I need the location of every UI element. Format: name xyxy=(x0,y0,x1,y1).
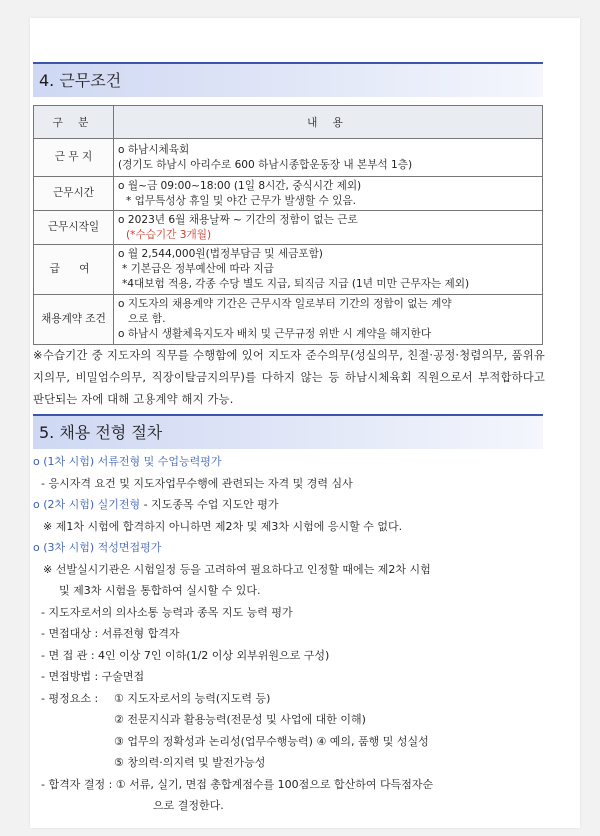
row-content xyxy=(114,177,543,211)
step1-title: o (1차 시험) 서류전형 및 수업능력평가 xyxy=(33,455,222,468)
section-4-title: 4. 근무조건 xyxy=(39,71,122,90)
interview-panel: - 면 접 관 : 4인 이상 7인 이하(1/2 이상 외부위원으로 구성) xyxy=(41,648,330,662)
criteria-row xyxy=(33,688,548,710)
step2-line xyxy=(33,494,548,516)
step3-note-line1: ※ 선발실시기관은 시험일정 등을 고려하여 필요하다고 인정할 때에는 제2차 시험 xyxy=(43,562,431,576)
interview-target: - 면접대상 : 서류전형 합격자 xyxy=(41,627,180,640)
content-line: o 하남시 생활체육지도자 배치 및 근무규정 위반 시 계약을 해지한다 xyxy=(118,328,432,340)
header-content: 내 용 xyxy=(114,106,543,139)
row-label-workplace: 근 무 지 xyxy=(34,139,114,177)
probation-note: (*수습기간 3개월) xyxy=(126,228,212,241)
step2-suffix: - 지도종목 수업 지도안 평가 xyxy=(140,498,279,511)
work-conditions-table xyxy=(33,105,543,345)
step2-title: o (2차 시험) 실기전형 xyxy=(33,498,141,511)
row-content xyxy=(114,295,543,345)
section-5-header xyxy=(33,414,543,449)
final-decision-line1: - 합격자 결정 : ① 서류, 실기, 면접 총합계점수를 100점으로 합산하여 다득점자순 xyxy=(41,777,434,791)
row-content xyxy=(114,139,543,177)
step2-note: ※ 제1차 시험에 합격하지 아니하면 제2차 및 제3차 시험에 응시할 수 없다. xyxy=(43,519,403,533)
step3-note-line2: 및 제3차 시험을 통합하여 실시할 수 있다. xyxy=(59,584,261,597)
table-header-row xyxy=(34,106,543,139)
content-line: * 기본급은 정부예산에 따라 지급 xyxy=(122,263,274,275)
section-5-title: 5. 채용 전형 절차 xyxy=(39,423,163,442)
criteria-item: ② 전문지식과 활용능력(전문성 및 사업에 대한 이해) xyxy=(114,713,366,726)
table-row xyxy=(34,245,543,295)
step1-line: - 응시자격 요건 및 지도자업무수행에 관련되는 자격 및 경력 심사 xyxy=(41,476,353,490)
content-line: *4대보험 적용, 각종 수당 별도 지급, 퇴직금 지급 (1년 미만 근무자는 제외) xyxy=(122,278,470,290)
content-line: o 2023년 6월 채용날짜 ~ 기간의 정함이 없는 근로 xyxy=(118,213,358,226)
section-4-header xyxy=(33,62,543,97)
row-content xyxy=(114,211,543,245)
interview-goal: - 지도자로서의 의사소통 능력과 종목 지도 능력 평가 xyxy=(41,605,293,619)
row-label-start-date: 근무시작일 xyxy=(34,211,114,245)
header-category: 구 분 xyxy=(34,106,114,139)
row-label-hours: 근무시간 xyxy=(34,177,114,211)
row-content xyxy=(114,245,543,295)
content-line: * 업무특성상 휴일 및 야간 근무가 발생할 수 있음. xyxy=(126,194,357,207)
criteria-item: ⑤ 창의력·의지력 및 발전가능성 xyxy=(114,756,266,769)
criteria-item: ① 지도자로서의 능력(지도력 등) xyxy=(114,691,271,705)
probation-notice: ※수습기간 중 지도자의 직무를 수행함에 있어 지도자 준수의무(성실의무, 친절·공정·청렴의무, 품위유지의무, 비밀엄수의무, 직장이탈금지의무)를 다하지 않는 등 하남시체육회 직원으로서 부적합하다고 판단되는 자에 대해 고용계약 해지 가능. xyxy=(33,349,545,406)
table-row xyxy=(34,211,543,245)
criteria-label: - 평정요소 : xyxy=(41,691,99,705)
content-line: o 월~금 09:00~18:00 (1일 8시간, 중식시간 제외) xyxy=(118,179,362,192)
selection-procedure xyxy=(33,451,548,817)
table-row xyxy=(34,295,543,345)
table-row xyxy=(34,139,543,177)
row-label-contract: 채용계약 조건 xyxy=(34,295,114,345)
interview-method: - 면접방법 : 구술면접 xyxy=(41,670,145,683)
step3-title: o (3차 시험) 적성면접평가 xyxy=(33,541,162,554)
row-label-salary: 급 여 xyxy=(34,245,114,295)
final-decision-line2: 으로 결정한다. xyxy=(153,799,224,812)
table-row xyxy=(34,177,543,211)
criteria-item: ③ 업무의 정확성과 논리성(업무수행능력) ④ 예의, 품행 및 성실성 xyxy=(114,734,429,748)
content-line: o 월 2,544,000원(법정부담금 및 세금포함) xyxy=(118,248,323,260)
content-line: 으로 함. xyxy=(128,313,166,325)
content-line: o 지도자의 채용계약 기간은 근무시작 일로부터 기간의 정함이 없는 계약 xyxy=(118,298,452,310)
content-line: o 하남시체육회 xyxy=(118,143,190,156)
content-line: (경기도 하남시 아리수로 600 하남시종합운동장 내 본부석 1층) xyxy=(118,158,413,171)
